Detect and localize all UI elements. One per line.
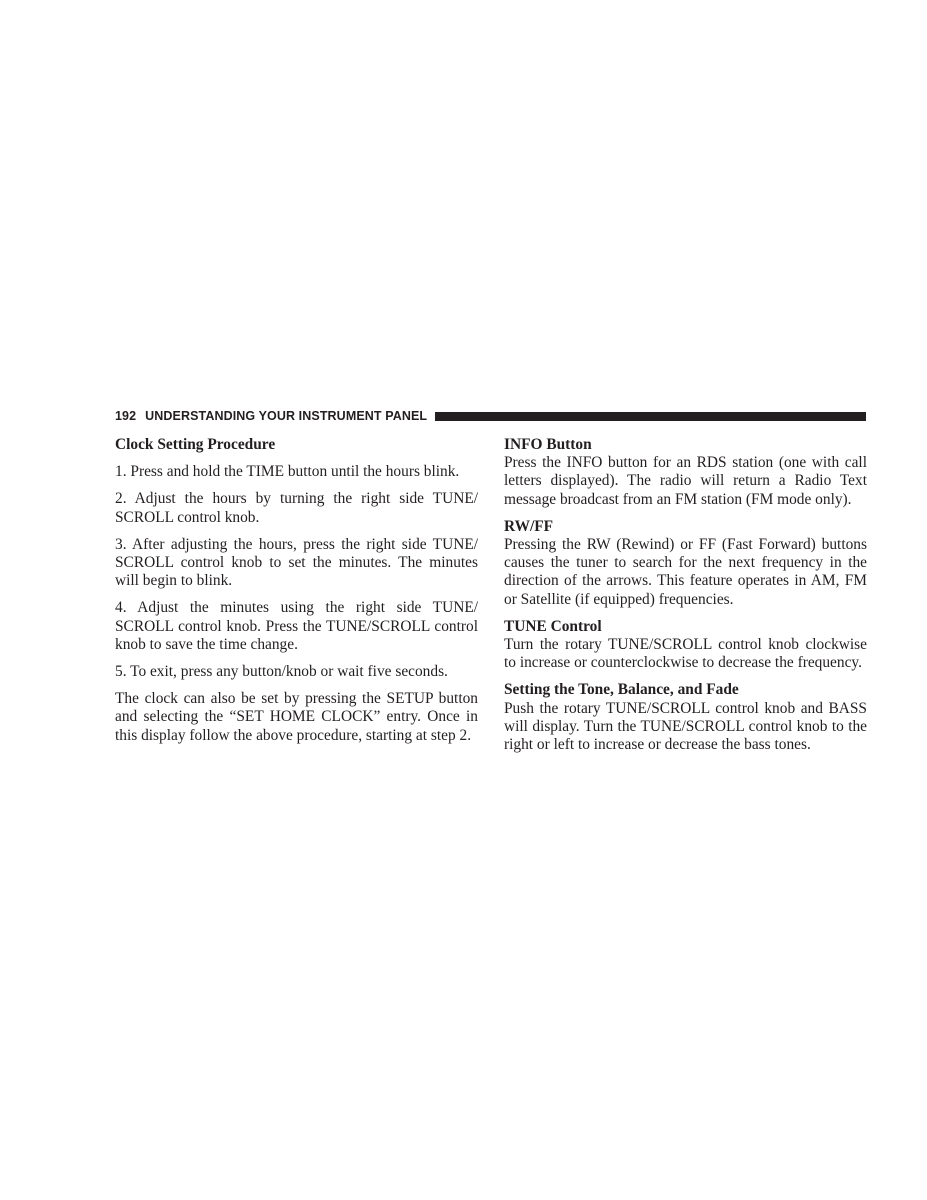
setup-clock-paragraph: The clock can also be set by pressing the SETUP button and selecting the “SET HOME CLOCK” entry. Once in this display follow the above procedure, starting at step 2. (115, 690, 478, 744)
section-title: UNDERSTANDING YOUR INSTRUMENT PANEL (145, 409, 428, 423)
step-4-paragraph: 4. Adjust the minutes using the right side TUNE/ SCROLL control knob. Press the TUNE/SCROLL control knob to save the time change. (115, 599, 478, 653)
page-header (115, 407, 866, 425)
clock-setting-heading: Clock Setting Procedure (115, 436, 276, 453)
rw-ff-heading: RW/FF (504, 517, 554, 535)
right-column (504, 436, 867, 763)
left-column (115, 436, 478, 754)
tune-control-heading: TUNE Control (504, 617, 602, 635)
step-1-paragraph: 1. Press and hold the TIME button until the hours blink. (115, 463, 460, 481)
step-3-paragraph: 3. After adjusting the hours, press the right side TUNE/ SCROLL control knob to set the minutes. The minutes will begin to blink. (115, 535, 478, 590)
header-rule (435, 412, 866, 421)
info-button-heading: INFO Button (504, 436, 592, 453)
info-button-text: Press the INFO button for an RDS station (one with call letters displayed). The radio will return a Radio Text message broadcast from an FM station (FM mode only). (504, 454, 867, 508)
step-5-paragraph: 5. To exit, press any button/knob or wait five seconds. (115, 663, 448, 681)
tune-control-section (504, 618, 867, 673)
page-number: 192 (115, 409, 137, 423)
tone-balance-fade-text: Push the rotary TUNE/SCROLL control knob and BASS will display. Turn the TUNE/SCROLL control knob to the right or left to increase or decrease the bass tones. (504, 699, 867, 754)
rw-ff-section (504, 518, 867, 609)
step-2-paragraph: 2. Adjust the hours by turning the right side TUNE/ SCROLL control knob. (115, 490, 478, 526)
tone-balance-fade-heading: Setting the Tone, Balance, and Fade (504, 681, 739, 699)
tone-balance-fade-section (504, 681, 867, 754)
tune-control-text: Turn the rotary TUNE/SCROLL control knob clockwise to increase or counterclockwise to decrease the frequency. (504, 636, 867, 672)
rw-ff-text: Pressing the RW (Rewind) or FF (Fast Forward) buttons causes the tuner to search for the next frequency in the direction of the arrows. This feature operates in AM, FM or Satellite (if equipped) frequencies. (504, 536, 867, 608)
info-button-section (504, 436, 867, 509)
